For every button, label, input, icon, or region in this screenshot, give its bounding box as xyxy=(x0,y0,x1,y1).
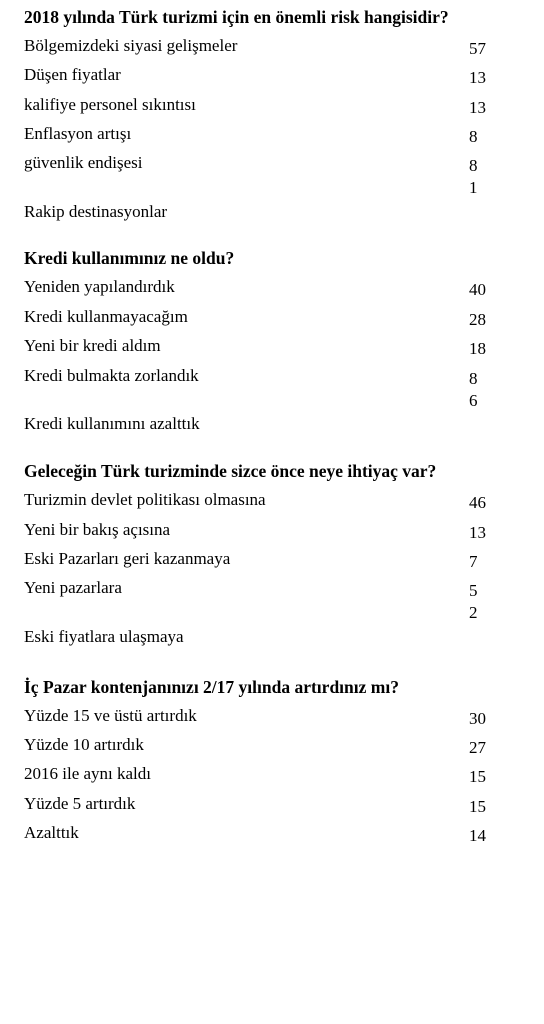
list-item xyxy=(0,577,544,599)
list-item xyxy=(0,365,544,387)
list-item xyxy=(0,489,544,511)
list-item xyxy=(0,822,544,844)
list-item xyxy=(0,734,544,756)
list-item xyxy=(0,548,544,570)
list-item xyxy=(0,793,544,815)
item-value: 13 xyxy=(469,98,486,117)
item-value: 28 xyxy=(469,310,486,329)
item-value: 15 xyxy=(469,767,486,786)
item-value: 57 xyxy=(469,39,486,58)
list-item xyxy=(0,177,544,223)
section-title: Geleceğin Türk turizminde sizce önce neye ihtiyaç var? xyxy=(24,461,437,481)
item-value: 18 xyxy=(469,339,486,358)
item-value: 8 xyxy=(469,127,478,146)
item-label: Yüzde 10 artırdık xyxy=(24,735,144,754)
list-item xyxy=(0,152,544,174)
list-item xyxy=(0,276,544,298)
list-item xyxy=(0,123,544,145)
item-label: Yeniden yapılandırdık xyxy=(24,277,175,296)
item-value: 7 xyxy=(469,552,478,571)
item-label: Azalttık xyxy=(24,823,79,842)
item-label: Kredi kullanmayacağım xyxy=(24,307,188,326)
section-title: 2018 yılında Türk turizmi için en önemli risk hangisidir? xyxy=(24,7,449,27)
item-label: Rakip destinasyonlar xyxy=(24,202,168,221)
section-title: İç Pazar kontenjanınızı 2/17 yılında artırdınız mı? xyxy=(24,677,399,697)
item-label: 2016 ile aynı kaldı xyxy=(24,764,152,783)
item-label: Düşen fiyatlar xyxy=(24,65,121,84)
list-item xyxy=(0,705,544,727)
item-value: 5 xyxy=(469,581,478,600)
list-item xyxy=(0,35,544,57)
item-value: 13 xyxy=(469,68,486,87)
item-label: kalifiye personel sıkıntısı xyxy=(24,95,196,114)
list-item xyxy=(0,94,544,116)
item-label: Turizmin devlet politikası olmasına xyxy=(24,490,266,509)
item-label: Bölgemizdeki siyasi gelişmeler xyxy=(24,36,238,55)
item-value: 27 xyxy=(469,738,486,757)
list-item xyxy=(0,64,544,86)
item-value: 40 xyxy=(469,280,486,299)
list-item xyxy=(0,306,544,328)
list-item xyxy=(0,390,544,436)
item-label: Yeni bir bakış açısına xyxy=(24,520,171,539)
list-item xyxy=(0,335,544,357)
item-label: Kredi kullanımını azalttık xyxy=(24,414,200,433)
item-label: Yüzde 15 ve üstü artırdık xyxy=(24,706,197,725)
item-value: 30 xyxy=(469,709,486,728)
item-value: 2 xyxy=(469,603,478,622)
list-item xyxy=(0,519,544,541)
item-value: 13 xyxy=(469,523,486,542)
item-label: güvenlik endişesi xyxy=(24,153,143,172)
list-item xyxy=(0,602,544,648)
item-label: Yüzde 5 artırdık xyxy=(24,794,136,813)
item-label: Eski Pazarları geri kazanmaya xyxy=(24,549,231,568)
list-item xyxy=(0,763,544,785)
item-value: 14 xyxy=(469,826,486,845)
item-value: 1 xyxy=(469,178,478,197)
item-label: Kredi bulmakta zorlandık xyxy=(24,366,199,385)
item-value: 46 xyxy=(469,493,486,512)
item-label: Yeni pazarlara xyxy=(24,578,122,597)
item-label: Eski fiyatlara ulaşmaya xyxy=(24,627,184,646)
item-label: Enflasyon artışı xyxy=(24,124,132,143)
section-title: Kredi kullanımınız ne oldu? xyxy=(24,248,235,268)
item-label: Yeni bir kredi aldım xyxy=(24,336,161,355)
item-value: 8 xyxy=(469,156,478,175)
item-value: 15 xyxy=(469,797,486,816)
item-value: 6 xyxy=(469,391,478,410)
item-value: 8 xyxy=(469,369,478,388)
